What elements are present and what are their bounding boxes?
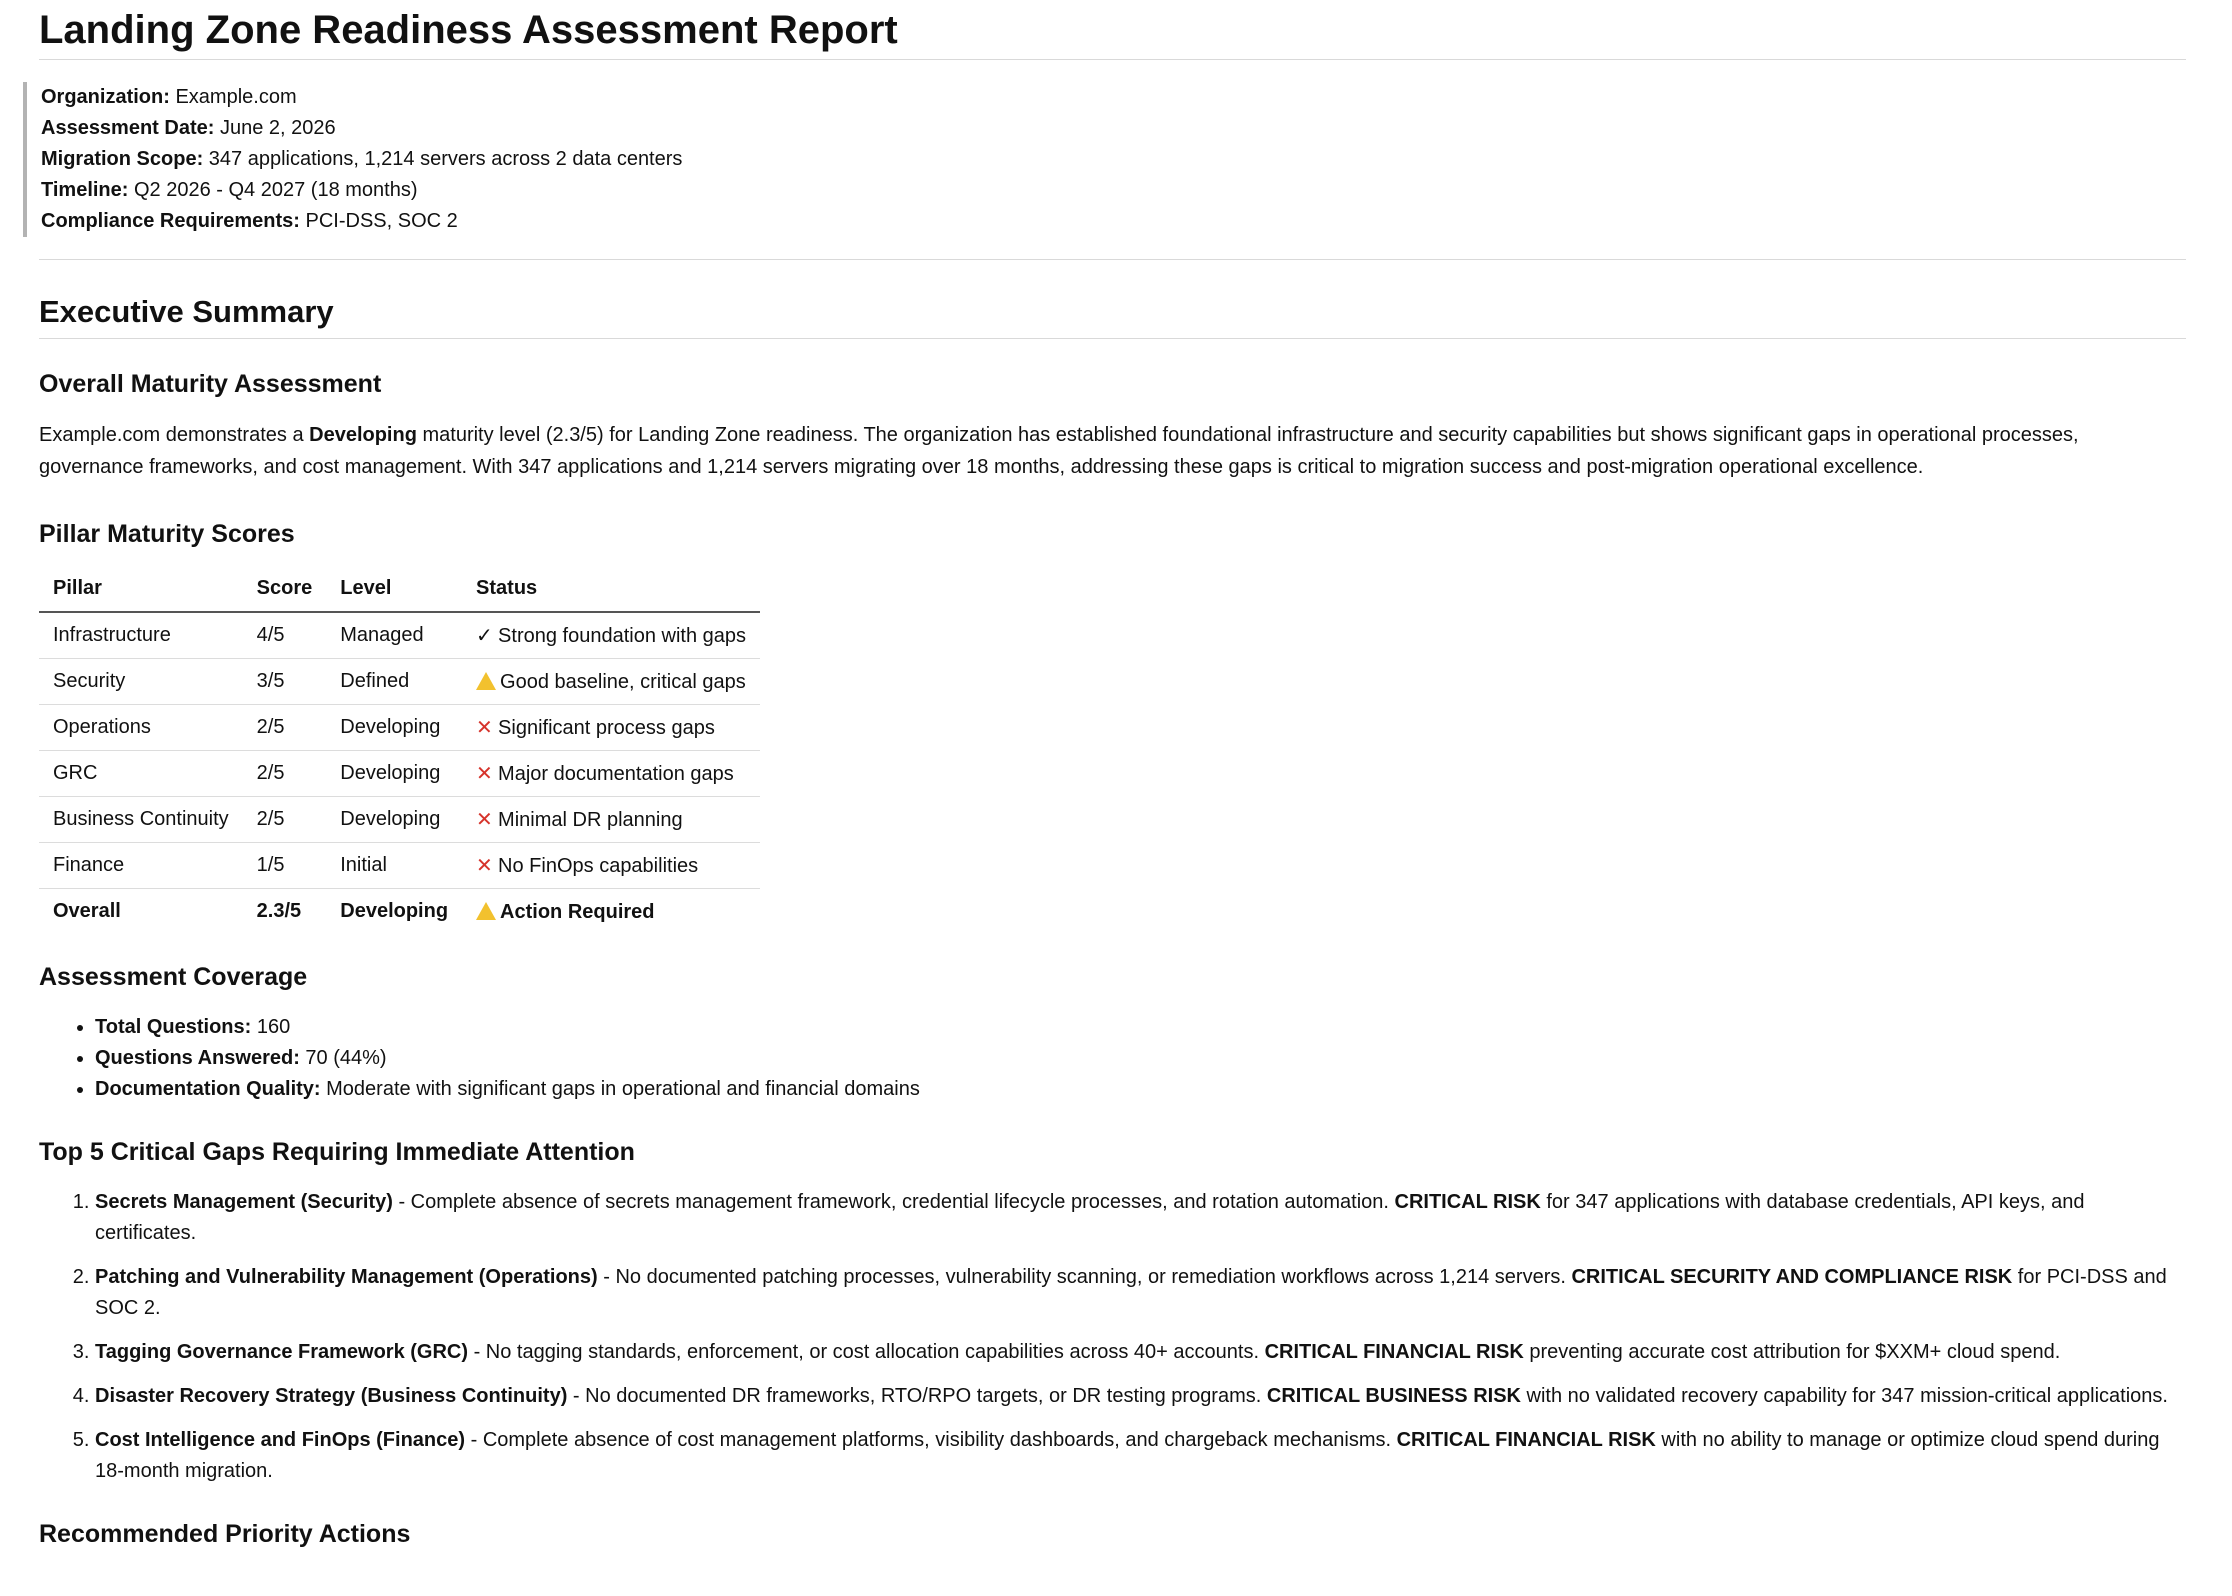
meta-label: Assessment Date:: [41, 117, 215, 139]
pillar-scores-heading: Pillar Maturity Scores: [39, 520, 295, 548]
gap-description: - No tagging standards, enforcement, or cost allocation capabilities across 40+ accounts.: [468, 1341, 1265, 1363]
status-text: Good baseline, critical gaps: [500, 670, 746, 693]
level-cell: Managed: [326, 612, 462, 659]
meta-value: Q2 2026 - Q4 2027 (18 months): [134, 179, 418, 201]
gap-risk: CRITICAL BUSINESS RISK: [1266, 1385, 1521, 1407]
list-item: [95, 1074, 2186, 1105]
warning-icon: [476, 672, 496, 690]
cross-icon: ✕: [476, 763, 493, 785]
gap-detail: with no ability to manage or optimize cloud spend during 18-month migration.: [95, 1429, 2160, 1482]
table-row: [39, 843, 760, 889]
gap-risk: CRITICAL FINANCIAL RISK: [1396, 1429, 1656, 1451]
status-cell: [462, 843, 760, 889]
score-cell: 2/5: [243, 751, 327, 797]
overall-maturity-heading: Overall Maturity Assessment: [39, 370, 382, 398]
item-value: 160: [256, 1016, 291, 1038]
meta-label: Compliance Requirements:: [41, 210, 300, 232]
pillar-cell: Infrastructure: [39, 612, 243, 659]
status-cell: [462, 612, 760, 659]
score-cell: 2/5: [243, 705, 327, 751]
gap-title: Patching and Vulnerability Management (Operations): [95, 1266, 598, 1288]
assessment-coverage-heading: Assessment Coverage: [39, 963, 308, 991]
priority-actions-heading: Recommended Priority Actions: [39, 1520, 411, 1548]
gap-risk: CRITICAL SECURITY AND COMPLIANCE RISK: [1571, 1266, 2013, 1288]
level-cell: Developing: [326, 797, 462, 843]
score-cell: 3/5: [243, 659, 327, 705]
gap-risk: CRITICAL RISK: [1394, 1191, 1541, 1213]
critical-gaps-list: [39, 1187, 2186, 1487]
col-pillar: Pillar: [39, 565, 243, 612]
divider: [39, 259, 2186, 260]
warning-icon: [476, 902, 496, 920]
table-row: [39, 751, 760, 797]
gap-title: Cost Intelligence and FinOps (Finance): [95, 1429, 466, 1451]
score-cell: 2.3/5: [256, 900, 302, 922]
item-value: Moderate with significant gaps in operational and financial domains: [326, 1078, 920, 1100]
pillar-cell: Finance: [39, 843, 243, 889]
list-item: [95, 1187, 2186, 1249]
gap-detail: for PCI-DSS and SOC 2.: [95, 1266, 2167, 1319]
item-value: 70 (44%): [305, 1047, 387, 1069]
status-text: No FinOps capabilities: [498, 855, 699, 877]
cross-icon: ✕: [476, 855, 493, 877]
level-cell: Initial: [326, 843, 462, 889]
gap-description: - Complete absence of cost management platforms, visibility dashboards, and chargeback mechanisms.: [465, 1429, 1397, 1451]
list-item: [95, 1262, 2186, 1324]
cross-icon: ✕: [476, 809, 493, 831]
table-row: [39, 797, 760, 843]
status-text: Significant process gaps: [498, 717, 715, 739]
list-item: [95, 1337, 2186, 1368]
gap-title: Disaster Recovery Strategy (Business Continuity): [95, 1385, 568, 1407]
gap-description: - No documented DR frameworks, RTO/RPO targets, or DR testing programs.: [567, 1385, 1267, 1407]
col-status: Status: [462, 565, 760, 612]
gap-risk: CRITICAL FINANCIAL RISK: [1264, 1341, 1524, 1363]
meta-value: June 2, 2026: [219, 117, 336, 139]
meta-label: Organization:: [41, 86, 170, 108]
pillar-cell: Operations: [39, 705, 243, 751]
meta-label: Timeline:: [41, 179, 129, 201]
meta-value: PCI-DSS, SOC 2: [305, 210, 458, 232]
table-row: [39, 612, 760, 659]
level-cell: Defined: [326, 659, 462, 705]
status-cell: [462, 797, 760, 843]
gap-detail: with no validated recovery capability for 347 mission-critical applications.: [1520, 1385, 2168, 1407]
meta-value: 347 applications, 1,214 servers across 2 data centers: [208, 148, 683, 170]
item-label: Documentation Quality:: [95, 1078, 321, 1100]
gap-detail: for 347 applications with database credentials, API keys, and certificates.: [95, 1191, 2085, 1244]
score-cell: 4/5: [243, 612, 327, 659]
item-label: Questions Answered:: [95, 1047, 300, 1069]
list-item: [95, 1043, 2186, 1074]
status-text: Major documentation gaps: [498, 763, 734, 785]
meta-label: Migration Scope:: [41, 148, 204, 170]
gap-description: - Complete absence of secrets management framework, credential lifecycle processes, and rotation automation.: [392, 1191, 1395, 1213]
overall-maturity-paragraph: [39, 419, 2186, 483]
meta-migration-scope: [41, 144, 2186, 175]
level-cell: Developing: [326, 705, 462, 751]
status-cell: [462, 705, 760, 751]
paragraph-text: maturity level (2.3/5) for Landing Zone readiness. The organization has established foundational infrastructure and security capabilities but shows significant gaps in operational processes, governance frameworks, and cost management. With 347 applications and 1,214 servers migrating over 18 months, addressing these gaps is critical to migration success and post-migration operational excellence.: [39, 424, 2079, 478]
list-item: [95, 1381, 2186, 1412]
pillar-cell: Overall: [53, 900, 121, 922]
pillar-cell: Security: [39, 659, 243, 705]
score-cell: 1/5: [243, 843, 327, 889]
check-icon: ✓: [476, 625, 493, 647]
pillar-cell: Business Continuity: [39, 797, 243, 843]
gap-detail: preventing accurate cost attribution for $XXM+ cloud spend.: [1523, 1341, 2061, 1363]
table-header-row: [39, 565, 760, 612]
meta-assessment-date: [41, 113, 2186, 144]
coverage-list: [39, 1012, 2186, 1105]
status-text: Strong foundation with gaps: [498, 625, 746, 647]
gap-description: - No documented patching processes, vulnerability scanning, or remediation workflows across 1,214 servers.: [597, 1266, 1572, 1288]
cross-icon: ✕: [476, 717, 493, 739]
status-cell: [462, 659, 760, 705]
col-score: Score: [243, 565, 327, 612]
meta-organization: [41, 82, 2186, 113]
list-item: [95, 1012, 2186, 1043]
level-cell: Developing: [326, 751, 462, 797]
paragraph-text: Example.com demonstrates a: [39, 424, 310, 446]
table-row: [39, 659, 760, 705]
table-row: [39, 705, 760, 751]
item-label: Total Questions:: [95, 1016, 252, 1038]
meta-compliance: [41, 206, 2186, 237]
score-cell: 2/5: [243, 797, 327, 843]
col-level: Level: [326, 565, 462, 612]
status-text: Action Required: [500, 900, 655, 923]
status-cell: [462, 751, 760, 797]
status-cell: [462, 889, 760, 935]
metadata-block: [23, 82, 2186, 237]
meta-value: Example.com: [175, 86, 297, 108]
gap-title: Secrets Management (Security): [95, 1191, 393, 1213]
page-title: Landing Zone Readiness Assessment Report: [39, 0, 2186, 60]
maturity-level: Developing: [309, 424, 417, 446]
level-cell: Developing: [340, 900, 449, 922]
executive-summary-heading: Executive Summary: [39, 292, 2186, 339]
meta-timeline: [41, 175, 2186, 206]
table-total-row: [39, 889, 760, 935]
pillar-cell: GRC: [39, 751, 243, 797]
list-item: [95, 1425, 2186, 1487]
critical-gaps-heading: Top 5 Critical Gaps Requiring Immediate Attention: [39, 1138, 635, 1166]
pillar-scores-table: [39, 565, 760, 934]
gap-title: Tagging Governance Framework (GRC): [95, 1341, 469, 1363]
status-text: Minimal DR planning: [498, 809, 683, 831]
